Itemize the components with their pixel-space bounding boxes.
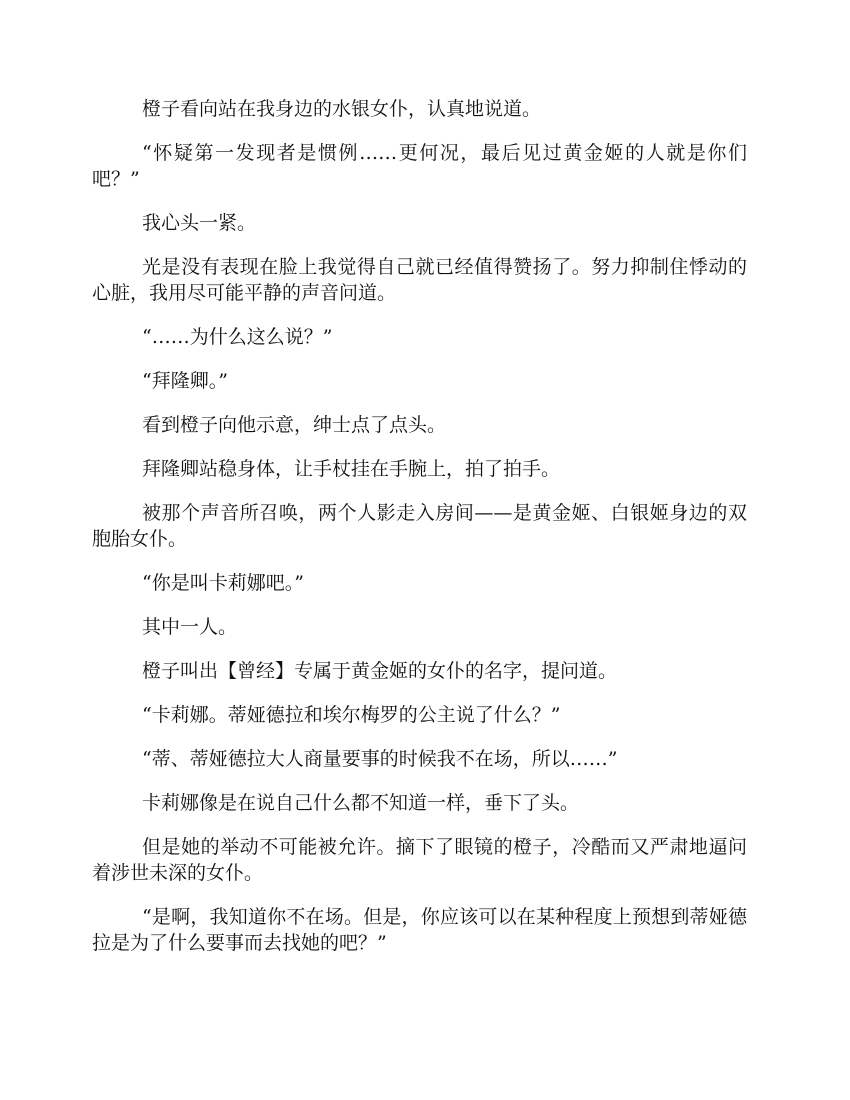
paragraph: “……为什么这么说？” [142, 326, 333, 348]
paragraph: 光是没有表现在脸上我觉得自己就已经值得赞扬了。努力抑制住悸动的心脏，我用尽可能平静的声音问道。 [92, 256, 747, 304]
paragraph: 看到橙子向他示意，绅士点了点头。 [142, 414, 447, 436]
paragraph: 其中一人。 [142, 616, 238, 638]
paragraph: 橙子叫出【曾经】专属于黄金姬的女仆的名字，提问道。 [142, 660, 618, 682]
paragraph: 但是她的举动不可能被允许。摘下了眼镜的橙子，冷酷而又严肃地逼问着涉世未深的女仆。 [92, 836, 747, 884]
paragraph: “拜隆卿。” [142, 370, 228, 392]
paragraph: “你是叫卡莉娜吧。” [142, 572, 304, 594]
paragraph: “卡莉娜。蒂娅德拉和埃尔梅罗的公主说了什么？” [142, 704, 561, 726]
paragraph: 橙子看向站在我身边的水银女仆，认真地说道。 [142, 98, 542, 120]
paragraph: “是啊，我知道你不在场。但是，你应该可以在某种程度上预想到蒂娅德拉是为了什么要事而去找她的吧？” [92, 906, 747, 954]
paragraph: 拜隆卿站稳身体，让手杖挂在手腕上，拍了拍手。 [142, 458, 561, 480]
paragraph: 被那个声音所召唤，两个人影走入房间——是黄金姬、白银姬身边的双胞胎女仆。 [92, 502, 747, 550]
paragraph: 我心头一紧。 [142, 212, 257, 234]
paragraph: 卡莉娜像是在说自己什么都不知道一样，垂下了头。 [142, 792, 580, 814]
paragraph: “怀疑第一发现者是惯例……更何况，最后见过黄金姬的人就是你们吧？” [92, 142, 747, 190]
paragraph: “蒂、蒂娅德拉大人商量要事的时候我不在场，所以……” [142, 748, 618, 770]
body-text [92, 96, 747, 974]
